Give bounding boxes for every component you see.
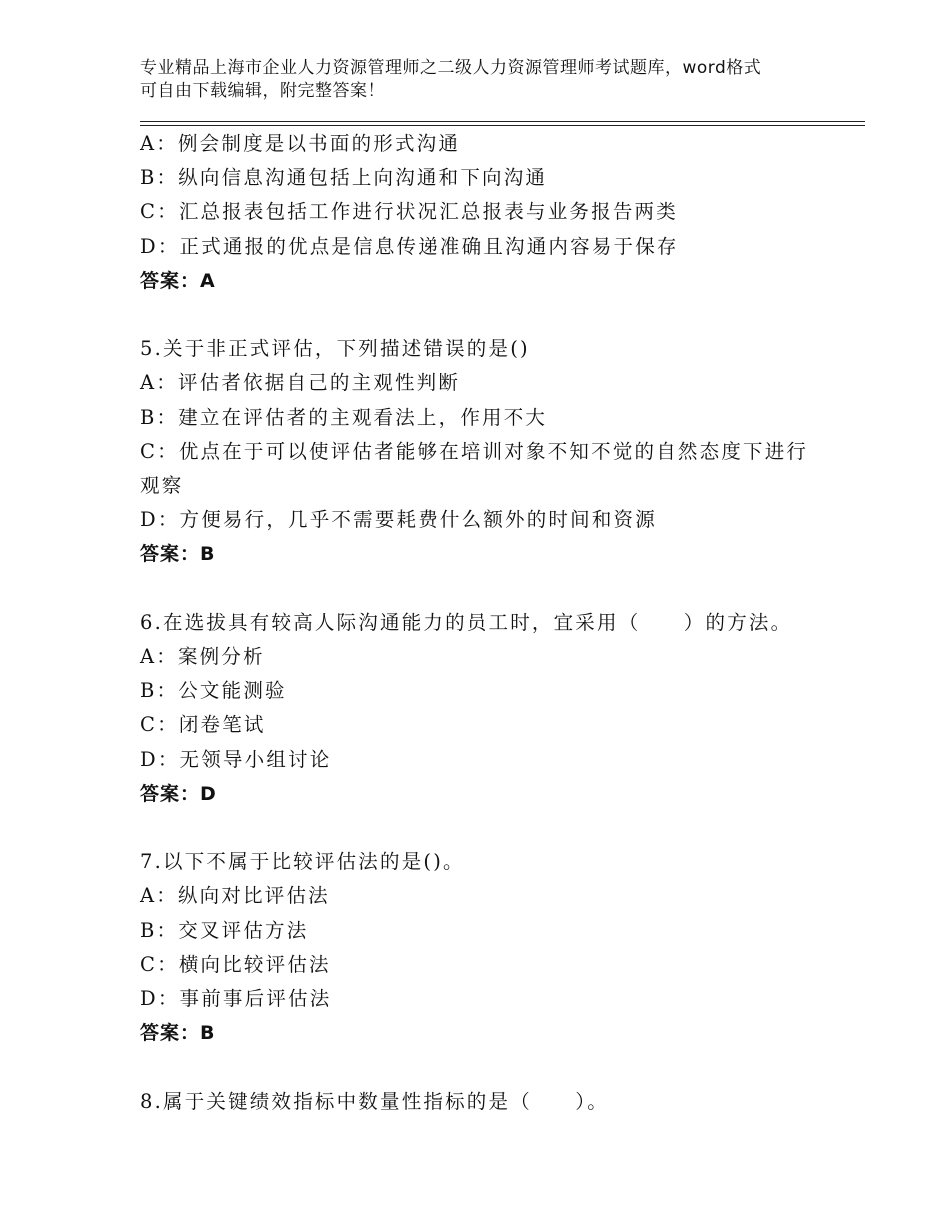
option-c: C：优点在于可以使评估者能够在培训对象不知不觉的自然态度下进行 — [140, 439, 809, 463]
option-b: B：纵向信息沟通包括上向沟通和下向沟通 — [140, 166, 548, 190]
header-line-1: 专业精品上海市企业人力资源管理师之二级人力资源管理师考试题库，word格式 — [140, 58, 762, 78]
option-b: B：交叉评估方法 — [140, 918, 309, 942]
option-d: D：正式通报的优点是信息传递准确且沟通内容易于保存 — [140, 234, 679, 258]
answer-label: 答案：A — [140, 269, 216, 292]
option-a: A：例会制度是以书面的形式沟通 — [140, 132, 461, 155]
question-4-block — [140, 127, 840, 298]
option-d: D：事前事后评估法 — [140, 987, 332, 1011]
question-text: 6.在选拔具有较高人际沟通能力的员工时，宜采用（ ）的方法。 — [140, 610, 793, 634]
spacer — [140, 811, 840, 845]
question-text: 7.以下不属于比较评估法的是()。 — [140, 850, 465, 874]
question-8-block — [140, 1085, 840, 1119]
option-c: C：汇总报表包括工作进行状况汇总报表与业务报告两类 — [140, 200, 678, 224]
option-a: A：纵向对比评估法 — [140, 884, 330, 908]
question-5-block — [140, 332, 840, 571]
question-list — [140, 127, 840, 1119]
option-c-continued: 观察 — [140, 474, 184, 498]
document-header — [140, 57, 830, 103]
answer-label: 答案：D — [140, 782, 217, 805]
option-d: D：方便易行，几乎不需要耗费什么额外的时间和资源 — [140, 508, 657, 532]
option-c: C：闭卷笔试 — [140, 713, 266, 737]
header-rule-top — [140, 121, 865, 122]
header-line-2: 可自由下载编辑，附完整答案！ — [140, 81, 385, 101]
question-text: 8.属于关键绩效指标中数量性指标的是（ ）。 — [140, 1089, 609, 1113]
question-7-block — [140, 845, 840, 1050]
spacer — [140, 298, 840, 332]
option-a: A：评估者依据自己的主观性判断 — [140, 371, 461, 395]
question-6-block — [140, 606, 840, 811]
question-text: 5.关于非正式评估，下列描述错误的是() — [140, 337, 530, 361]
spacer — [140, 572, 840, 606]
answer-label: 答案：B — [140, 543, 216, 566]
spacer — [140, 1050, 840, 1084]
option-c: C：横向比较评估法 — [140, 952, 331, 976]
option-a: A：案例分析 — [140, 645, 265, 669]
header-rule-bottom — [140, 125, 865, 126]
option-b: B：公文能测验 — [140, 679, 287, 703]
option-d: D：无领导小组讨论 — [140, 747, 332, 771]
option-b: B：建立在评估者的主观看法上，作用不大 — [140, 405, 548, 429]
answer-label: 答案：B — [140, 1022, 216, 1045]
